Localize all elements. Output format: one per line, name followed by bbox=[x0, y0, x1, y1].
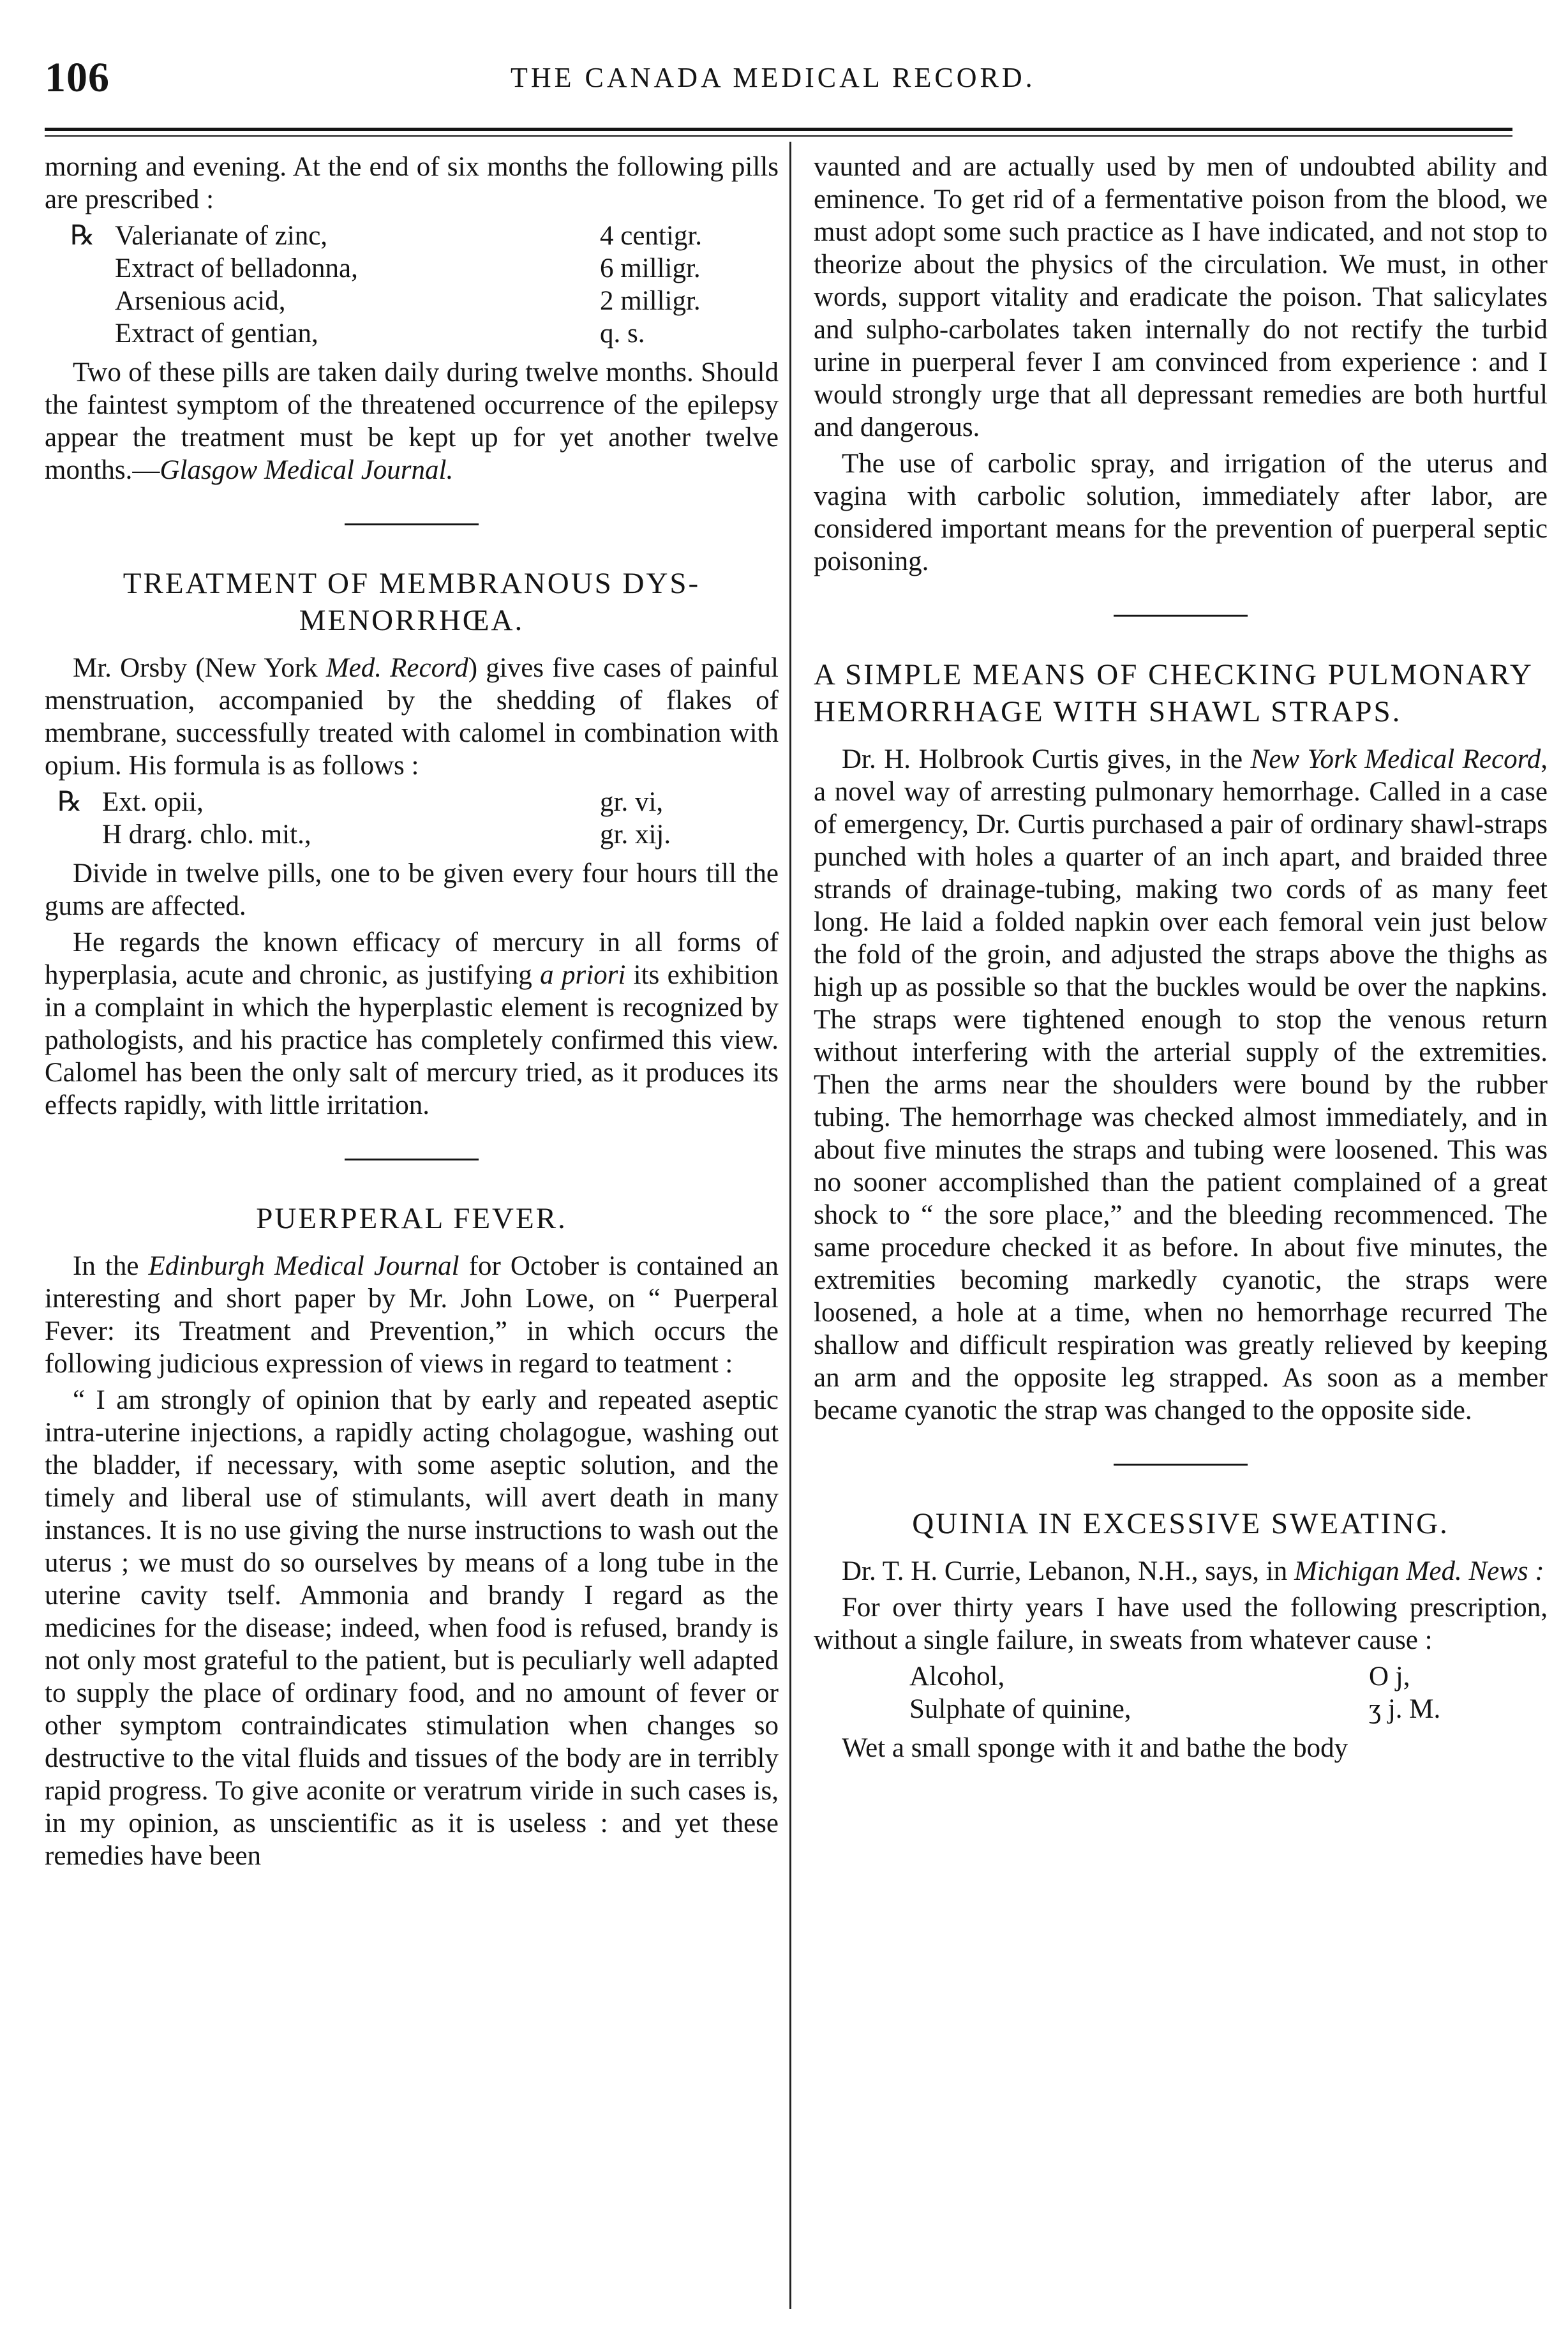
prescription-line bbox=[70, 285, 779, 317]
recipe-symbol bbox=[70, 317, 115, 350]
ingredient-name: Extract of gentian, bbox=[115, 319, 318, 349]
paragraph bbox=[45, 926, 779, 1122]
paragraph bbox=[45, 652, 779, 782]
paragraph-text: Two of these pills are taken daily during twelve months. Should the faintest symptom of the threatened occurrence of the epilepsy appear the treatment must be kept up for yet another twelve months.— bbox=[45, 357, 779, 485]
ingredient-name: Sulphate of quinine, bbox=[909, 1694, 1131, 1724]
ingredient-dose: ʒ j. M. bbox=[1369, 1694, 1441, 1724]
ingredient-dose: 6 milligr. bbox=[600, 253, 701, 283]
prescription bbox=[45, 220, 779, 350]
recipe-symbol bbox=[70, 252, 115, 285]
header-rule-thin bbox=[45, 135, 1512, 137]
header-rule bbox=[45, 128, 1512, 131]
prescription-line bbox=[865, 1660, 1548, 1693]
ingredient-dose: 2 milligr. bbox=[600, 286, 701, 316]
paragraph: Wet a small sponge with it and bathe the body bbox=[842, 1733, 1348, 1763]
ingredient-dose: gr. vi, bbox=[600, 787, 664, 817]
paragraph-text: , a novel way of arresting pulmonary hemorrhage. Called in a case of emergency, Dr. Curtis purchased a pair of ordinary shawl-straps punched with holes a quarter of an inch apart, and braided three strands of drainage-tubing, making two cords of as many feet long. He laid a folded napkin over each femoral vein just below the fold of the groin, and adjusted the straps above the thighs as high up as possible so that the buckles would be over the napkins. The straps were tightened enough to stop the venous return without interfering with the arterial supply of the extremities. Then the arms near the shoulders were bound by the rubber tubing. The hemorrhage was checked almost immediately, and in about five minutes the straps and tubing were loosened. This was no sooner accomplished than the patient complained of a great shock to “ the sore place,” and the bleeding recommenced. The same procedure checked it as before. In about five minutes, the extremities becoming markedly cyanotic, the straps were loosened, a hole at a time, when no hemorrhage recurred The shallow and difficult respiration was greatly relieved by keeping an arm and the opposite leg strapped. As soon as a member became cyanotic the strap was changed to the opposite side. bbox=[814, 744, 1548, 1425]
latin-phrase: a priori bbox=[540, 960, 626, 990]
article-title: A SIMPLE MEANS OF CHECKING PULMONARY HEMORRHAGE WITH SHAWL STRAPS. bbox=[814, 658, 1533, 728]
paragraph-text: He regards the known efficacy of mercury in all forms of hyperplasia, acute and chronic, as justifying bbox=[45, 927, 779, 990]
paragraph: vaunted and are actually used by men of undoubted ability and eminence. To get rid of a fermentative poison from the blood, we must adopt some such practice as I have indicated, and not stop to theorize about the physics of the circulation. We must, in other words, support vitality and eradicate the poison. That salicylates and sulpho-carbolates taken internally do not rectify the turbid urine in puerperal fever I am convinced from experience : and I would strongly urge that all depressant remedies are both hurtful and dangerous. bbox=[814, 152, 1548, 442]
recipe-symbol bbox=[70, 285, 115, 317]
ingredient-dose: O j, bbox=[1369, 1662, 1410, 1692]
running-title: THE CANADA MEDICAL RECORD. bbox=[511, 62, 1036, 93]
prescription-line bbox=[70, 220, 779, 252]
paragraph bbox=[814, 743, 1548, 1427]
section-separator bbox=[345, 523, 479, 525]
right-column bbox=[814, 151, 1548, 1768]
paragraph bbox=[45, 1250, 779, 1380]
section-separator bbox=[345, 1159, 479, 1160]
recipe-symbol bbox=[865, 1660, 909, 1693]
ingredient-dose: 4 centigr. bbox=[600, 221, 703, 251]
paragraph-text: its exhibition in a complaint in which the hyperplastic element is recognized by pathologists, and his practice has completely confirmed this view. Calomel has been the only salt of mercury tried, as it produces its effects rapidly, with little irritation. bbox=[45, 960, 779, 1120]
paragraph: Divide in twelve pills, one to be given every four hours till the gums are affected. bbox=[45, 859, 779, 921]
recipe-symbol: ℞ bbox=[57, 787, 82, 817]
section-separator bbox=[1114, 615, 1248, 617]
ingredient-name: Arsenious acid, bbox=[115, 286, 286, 316]
ingredient-dose: q. s. bbox=[600, 319, 645, 349]
paragraph-text: ) gives five cases of painful menstruation, accompanied by the shedding of flakes of membrane, successfully treated with calomel in combination with opium. His formula is as follows : bbox=[45, 653, 779, 781]
page-header bbox=[45, 54, 1512, 111]
paragraph-text: Dr. H. Holbrook Curtis gives, in the bbox=[842, 744, 1251, 774]
paragraph bbox=[45, 356, 779, 486]
paragraph-text: In the bbox=[73, 1251, 149, 1281]
section-separator bbox=[1114, 1464, 1248, 1466]
prescription bbox=[45, 786, 779, 851]
recipe-symbol bbox=[57, 818, 102, 851]
recipe-symbol bbox=[865, 1693, 909, 1725]
paragraph-text: Dr. T. H. Currie, Lebanon, N.H., says, in bbox=[842, 1556, 1294, 1586]
article-title: QUINIA IN EXCESSIVE SWEATING. bbox=[912, 1507, 1449, 1540]
column-divider bbox=[789, 142, 791, 2309]
ingredient-name: Ext. opii, bbox=[102, 787, 204, 817]
prescription-line bbox=[70, 252, 779, 285]
journal-name: Michigan Med. News : bbox=[1294, 1556, 1544, 1586]
prescription-line bbox=[57, 818, 779, 851]
paragraph: For over thirty years I have used the following prescription, without a single failure, in sweats from whatever cause : bbox=[814, 1593, 1548, 1655]
recipe-symbol: ℞ bbox=[70, 221, 95, 251]
prescription bbox=[814, 1660, 1548, 1725]
source-citation: Glasgow Medical Journal. bbox=[160, 455, 454, 485]
article-title: PUERPERAL FEVER. bbox=[256, 1202, 567, 1235]
ingredient-dose: gr. xij. bbox=[600, 820, 671, 850]
prescription-line bbox=[865, 1693, 1548, 1725]
paragraph: The use of carbolic spray, and irrigation of the uterus and vagina with carbolic solution, immediately after labor, are considered important means for the prevention of puerperal septic poisoning. bbox=[814, 449, 1548, 576]
journal-name: New York Medical Record bbox=[1250, 744, 1541, 774]
page-number: 106 bbox=[45, 54, 110, 101]
journal-name: Edinburgh Medical Journal bbox=[148, 1251, 459, 1281]
ingredient-name: Valerianate of zinc, bbox=[115, 221, 328, 251]
ingredient-name: H drarg. chlo. mit., bbox=[102, 820, 311, 850]
paragraph-text: for October is contained an interesting and short paper by Mr. John Lowe, on “ Puerperal Fever: its Treatment and Prevention,” in which occurs the following judicious expression of views in regard to teatment : bbox=[45, 1251, 779, 1379]
prescription-line bbox=[70, 317, 779, 350]
journal-name: Med. Record bbox=[325, 653, 468, 683]
prescription-line bbox=[57, 786, 779, 818]
article-title: TREATMENT OF MEMBRANOUS DYS-MENORRHŒA. bbox=[123, 567, 701, 637]
paragraph: morning and evening. At the end of six months the following pills are prescribed : bbox=[45, 152, 779, 214]
paragraph-text: Mr. Orsby (New York bbox=[73, 653, 326, 683]
ingredient-name: Extract of belladonna, bbox=[115, 253, 358, 283]
paragraph bbox=[814, 1555, 1548, 1588]
quoted-paragraph: “ I am strongly of opinion that by early and repeated aseptic intra-uterine injections, a rapidly acting cholagogue, washing out the bladder, if necessary, with some aseptic solution, and the timely and liberal use of stimulants, will avert death in many instances. It is no use giving the nurse instructions to wash out the uterus ; we must do so ourselves by means of a long tube in the uterine cavity tself. Ammonia and brandy I regard as the medicines for the disease; indeed, when food is refused, brandy is not only most grateful to the patient, but is peculiarly well adapted to supply the place of ordinary food, and no amount of fever or other symptom contraindicates stimulation when changes so destructive to the vital fluids and tissues of the body are in terribly rapid progress. To give aconite or veratrum viride in such cases is, in my opinion, as unscientific as it is useless : and yet these remedies have been bbox=[45, 1385, 779, 1871]
ingredient-name: Alcohol, bbox=[909, 1662, 1005, 1692]
left-column bbox=[45, 151, 779, 1876]
